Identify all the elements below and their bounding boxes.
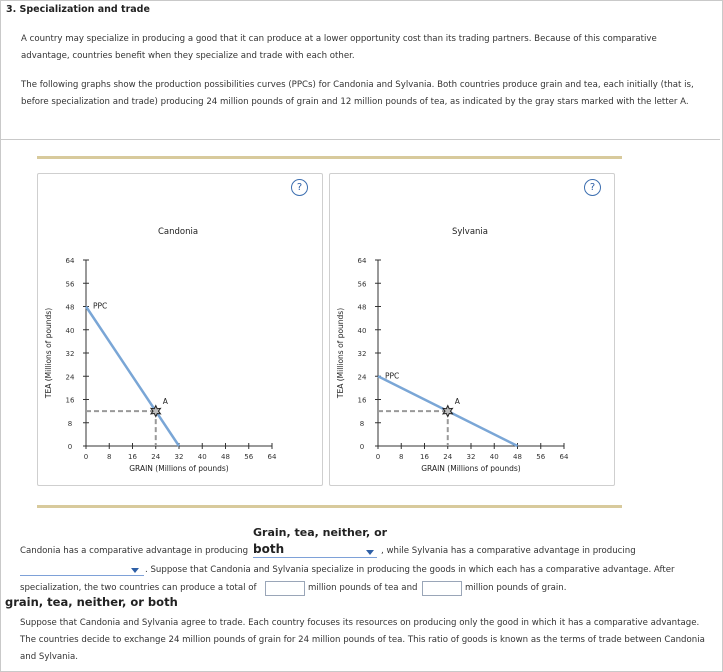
y-tick-label: 32	[65, 350, 75, 358]
y-axis-label: TEA (Millions of pounds)	[336, 307, 345, 399]
y-tick-label: 40	[65, 326, 75, 335]
ppc-label: PPC	[93, 301, 108, 311]
y-tick-label: 48	[65, 303, 75, 312]
x-tick-label: 8	[107, 453, 112, 461]
x-tick-label: 64	[267, 453, 277, 461]
ppc-line	[86, 307, 179, 447]
intro-paragraph: A country may specialize in producing a good that it can produce at a lower opportunity cost than its trading partners. Because of this comparative advantage, countries benefit when they specialize and trade with each other.	[21, 34, 657, 61]
dropdown-2-underline[interactable]	[20, 575, 144, 576]
y-tick-label: 40	[357, 326, 367, 335]
y-tick-label: 24	[357, 373, 367, 382]
x-tick-label: 0	[375, 453, 381, 461]
x-tick-label: 16	[128, 453, 137, 461]
sylvania-chart	[330, 174, 614, 485]
question-line-3-suffix: million pounds of grain.	[465, 583, 567, 593]
candonia-chart	[38, 174, 322, 485]
y-tick-label: 0	[67, 443, 73, 451]
x-tick-label: 16	[420, 453, 429, 461]
chevron-down-icon[interactable]	[131, 568, 139, 573]
problem-title: 3. Specialization and trade	[6, 4, 150, 15]
x-tick-label: 32	[466, 453, 476, 461]
x-tick-label: 40	[197, 453, 207, 461]
problem-header	[1, 1, 720, 140]
x-axis-label: GRAIN (Millions of pounds)	[421, 464, 521, 473]
y-tick-label: 16	[65, 396, 75, 405]
top-divider	[37, 156, 622, 159]
y-tick-label: 0	[359, 443, 365, 451]
grain-total-input[interactable]	[422, 581, 462, 596]
point-a-label: A	[162, 397, 168, 407]
y-tick-label: 56	[65, 280, 75, 289]
y-axis-label: TEA (Millions of pounds)	[44, 307, 53, 399]
x-tick-label: 8	[399, 453, 404, 461]
y-tick-label: 24	[65, 373, 75, 382]
y-tick-label: 48	[357, 303, 367, 312]
question-line-1-suffix: , while Sylvania has a comparative advantage in producing	[381, 546, 636, 556]
trade-paragraph: Suppose that Candonia and Sylvania agree to trade. Each country focuses its resources on producing only the good in which it has a comparative advantage. The countries decide to exchange 24 million pounds of grain for 24 million pounds of tea. This ratio of goods is known as the terms of trade between Candonia and Sylvania.	[20, 618, 705, 662]
help-icon[interactable]: ?	[584, 179, 601, 196]
y-tick-label: 16	[357, 396, 367, 405]
y-tick-label: 32	[357, 350, 367, 358]
y-tick-label: 8	[67, 419, 73, 428]
chart-title: Candonia	[157, 227, 199, 237]
chevron-down-icon[interactable]	[366, 550, 374, 555]
description-paragraph: The following graphs show the production possibilities curves (PPCs) for Candonia and Sylvania. Both countries produce grain and tea, each initially (that is, before specialization and trade) producing 24 million pounds of grain and 12 million pounds of tea, as indicated by the gray stars marked with the letter A.	[21, 80, 694, 107]
y-tick-label: 64	[357, 257, 367, 265]
x-tick-label: 24	[443, 453, 453, 461]
tea-total-input[interactable]	[265, 581, 305, 596]
point-a-star	[443, 406, 453, 417]
y-tick-label: 64	[65, 257, 75, 265]
x-tick-label: 56	[536, 453, 546, 461]
chart-title: Sylvania	[452, 227, 488, 237]
x-tick-label: 24	[151, 453, 161, 461]
ppc-label: PPC	[385, 371, 400, 381]
x-tick-label: 40	[489, 453, 499, 461]
y-tick-label: 56	[357, 280, 367, 289]
dropdown-1-underline	[253, 557, 377, 558]
x-tick-label: 64	[559, 453, 569, 461]
x-tick-label: 0	[83, 453, 89, 461]
point-a-label: A	[454, 397, 460, 407]
x-tick-label: 48	[513, 453, 522, 461]
sylvania-graph-panel	[329, 173, 615, 486]
candonia-graph-panel	[37, 173, 323, 486]
bottom-divider	[37, 505, 622, 508]
question-line-3: specialization, the two countries can produce a total of	[20, 583, 257, 593]
help-icon[interactable]: ?	[291, 179, 308, 196]
y-tick-label: 8	[359, 419, 365, 428]
dropdown-prompt: Grain, tea, neither, or	[253, 526, 388, 539]
x-tick-label: 56	[244, 453, 254, 461]
x-tick-label: 48	[221, 453, 230, 461]
question-line-2: . Suppose that Candonia and Sylvania specialize in producing the goods in which each has a comparative advantage. After	[145, 565, 675, 575]
dropdown-1-value[interactable]: both	[253, 542, 285, 556]
question-line-1: Candonia has a comparative advantage in producing	[20, 546, 249, 556]
dropdown-2-prompt: grain, tea, neither, or both	[5, 595, 178, 609]
x-axis-label: GRAIN (Millions of pounds)	[129, 464, 229, 473]
x-tick-label: 32	[174, 453, 184, 461]
question-line-3-mid: million pounds of tea and	[308, 583, 418, 593]
